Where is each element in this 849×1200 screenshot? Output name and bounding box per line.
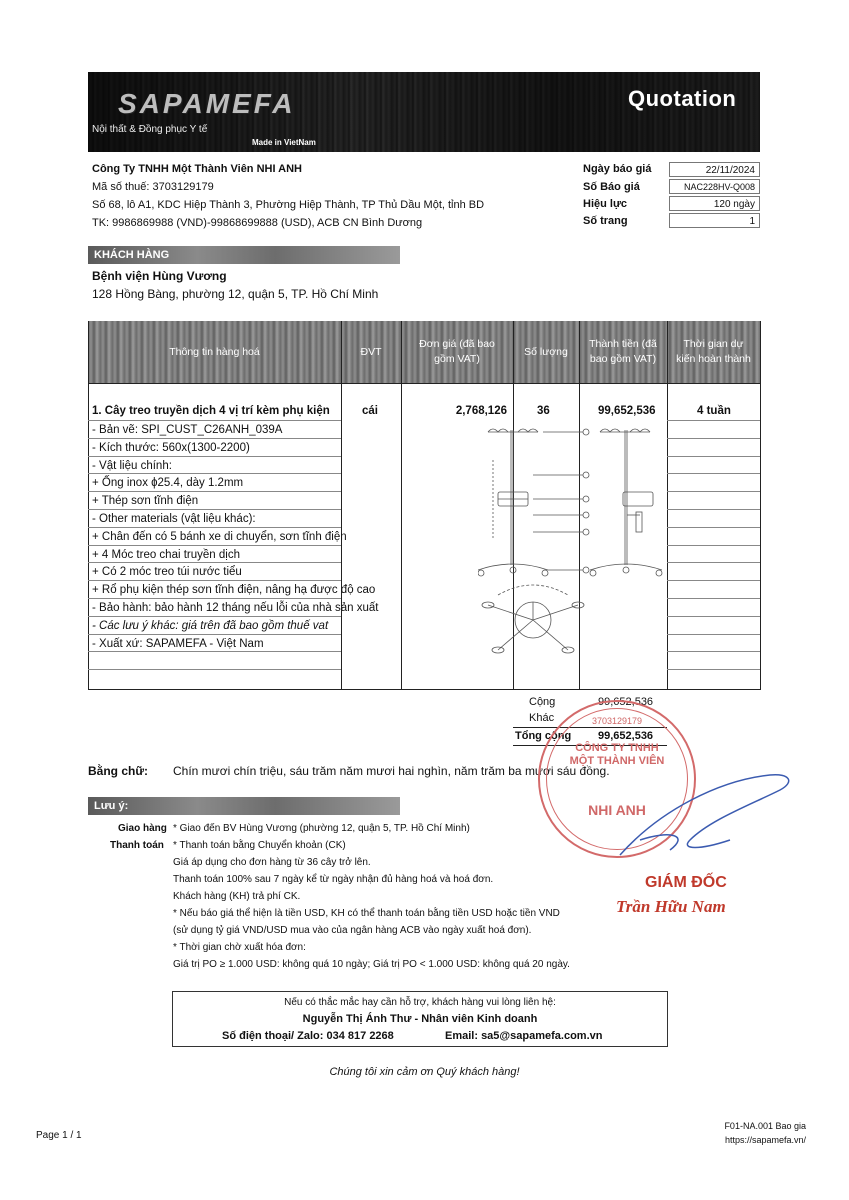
form-code: F01-NA.001 Bao gia [724, 1121, 806, 1131]
grid-line [88, 438, 341, 439]
payment-term-line: * Thời gian chờ xuất hóa đơn: [173, 942, 306, 953]
grid-line [88, 598, 341, 599]
in-words-text: Chín mươi chín triệu, sáu trăm năm mươi hai nghìn, năm trăm ba mươi sáu đồng. [173, 764, 610, 778]
payment-term-line: Thanh toán 100% sau 7 ngày kể từ ngày nhận đủ hàng hoá và hoá đơn. [173, 874, 494, 885]
detail-row: + Chân đến có 5 bánh xe di chuyển, sơn tĩnh điện [92, 530, 347, 543]
payment-term-line: Giá trị PO ≥ 1.000 USD: không quá 10 ngày; Giá trị PO < 1.000 USD: không quá 20 ngày. [173, 959, 570, 970]
payment-term-line: * Thanh toán bằng Chuyển khoản (CK) [173, 840, 346, 851]
grid-line [88, 420, 341, 421]
payment-term-line: (sử dụng tỷ giá VND/USD mua vào của ngân hàng ACB vào ngày xuất hoá đơn). [173, 925, 532, 936]
other-label: Khác [529, 712, 555, 724]
grid-line [667, 527, 760, 528]
grid-line [667, 456, 760, 457]
payment-terms [173, 837, 570, 973]
date-value: 22/11/2024 [669, 162, 760, 177]
thanks-note: Chúng tôi xin cảm ơn Quý khách hàng! [329, 1066, 520, 1078]
detail-row: - Kích thước: 560x(1300-2200) [92, 441, 250, 454]
number-value: NAC228HV-Q008 [669, 179, 760, 194]
grid-line [88, 634, 341, 635]
grid-line [88, 689, 760, 690]
stamp-number: 3703129179 [591, 716, 643, 726]
validity-label: Hiệu lực [583, 198, 628, 210]
detail-row: - Other materials (vật liệu khác): [92, 513, 256, 525]
grid-line [88, 473, 341, 474]
grid-line [760, 321, 761, 690]
grid-line [88, 580, 341, 581]
total-label: Tổng cộng [515, 730, 572, 742]
item-qty: 36 [537, 405, 550, 417]
grid-line [88, 321, 89, 690]
grid-line [88, 383, 760, 384]
grid-line [88, 491, 341, 492]
page-count-value: 1 [669, 213, 760, 228]
item-name: 1. Cây treo truyền dịch 4 vị trí kèm phụ kiện [92, 405, 330, 417]
delivery-label: Giao hàng [118, 823, 167, 834]
customer-address: 128 Hồng Bàng, phường 12, quận 5, TP. Hồ Chí Minh [92, 287, 379, 301]
subtotal-label: Cộng [529, 696, 556, 708]
number-label: Số Báo giá [583, 181, 640, 193]
col-amount-header: Thành tiền (đã bao gồm VAT) [589, 338, 657, 365]
col-info-header: Thông tin hàng hoá [169, 345, 260, 358]
product-drawing [478, 420, 668, 660]
in-words-label: Bằng chữ: [88, 764, 149, 778]
detail-row: - Bảo hành: bảo hành 12 tháng nếu lỗi của nhà sản xuất [92, 602, 379, 614]
payment-label: Thanh toán [110, 840, 164, 851]
company-info [92, 160, 484, 232]
grid-line [667, 598, 760, 599]
detail-row: - Bản vẽ: SPI_CUST_C26ANH_039A [92, 424, 283, 436]
detail-row: + Thép sơn tĩnh điện [92, 495, 199, 508]
grid-line [88, 456, 341, 457]
page-number: Page 1 / 1 [36, 1130, 82, 1141]
made-in-label: Made in VietNam [252, 138, 316, 147]
page-count-label: Số trang [583, 215, 628, 227]
document-title: Quotation [628, 86, 737, 111]
detail-row: - Các lưu ý khác: giá trên đã bao gồm thuế vat [92, 619, 329, 632]
col-unit-header: ĐVT [360, 345, 382, 358]
item-lead: 4 tuần [697, 405, 731, 417]
item-unit: cái [362, 405, 378, 417]
company-tax: Mã số thuế: 3703129179 [92, 181, 214, 193]
total-value: 99,652,536 [598, 730, 654, 742]
grid-line [667, 634, 760, 635]
grid-line [88, 509, 341, 510]
grid-line [88, 651, 341, 652]
signature-name: Trần Hữu Nam [616, 897, 726, 916]
subtotal-value: 99,652,536 [598, 696, 654, 708]
grid-line [667, 420, 760, 421]
customer-section-title: KHÁCH HÀNG [94, 249, 170, 261]
grid-line [341, 321, 342, 690]
detail-row: + Có 2 móc treo túi nước tiểu [92, 566, 242, 579]
col-qty-header: Số lượng [524, 345, 568, 358]
detail-row: + Rổ phụ kiện thép sơn tĩnh điện, nâng hạ được độ cao [92, 584, 376, 597]
grid-line [88, 616, 341, 617]
grid-line [88, 562, 341, 563]
notes-section-title: Lưu ý: [94, 800, 129, 812]
item-amount: 99,652,536 [598, 405, 656, 417]
detail-row: - Xuất xứ: SAPAMEFA - Việt Nam [92, 637, 264, 650]
company-address: Số 68, lô A1, KDC Hiệp Thành 3, Phường Hiệp Thành, TP Thủ Dầu Một, tỉnh BD [92, 199, 485, 211]
contact-phone: Số điện thoại/ Zalo: 034 817 2268 [222, 1030, 394, 1042]
grid-line [88, 669, 341, 670]
signature-ink [600, 770, 810, 880]
grid-line [401, 321, 402, 690]
grid-line [667, 616, 760, 617]
grid-line [667, 491, 760, 492]
grid-line [667, 438, 760, 439]
payment-term-line: * Nếu báo giá thể hiện là tiền USD, KH có thể thanh toán bằng tiền USD hoặc tiền VND [173, 908, 560, 919]
contact-person: Nguyễn Thị Ánh Thư - Nhân viên Kinh doanh [302, 1013, 538, 1025]
notes-section-bar [88, 797, 400, 815]
grid-line [667, 509, 760, 510]
grid-line [88, 527, 341, 528]
grid-line [667, 651, 760, 652]
company-account: TK: 9986869988 (VND)-99868699888 (USD), ACB CN Bình Dương [92, 217, 423, 229]
grid-line [667, 562, 760, 563]
signature-title: GIÁM ĐỐC [645, 874, 727, 891]
customer-section-bar [88, 246, 400, 264]
slogan: Nội thất & Đồng phục Y tế [92, 124, 208, 135]
contact-email[interactable]: Email: sa5@sapamefa.com.vn [445, 1030, 603, 1042]
payment-term-line: Giá áp dụng cho đơn hàng từ 36 cây trở lên. [173, 857, 371, 868]
item-price: 2,768,126 [455, 405, 507, 417]
detail-row: + Ống inox ɸ25.4, dày 1.2mm [92, 477, 244, 490]
grid-line [667, 545, 760, 546]
stamp-company: CÔNG TY TNHH MỘT THÀNH VIÊN [569, 742, 665, 767]
contact-intro: Nếu có thắc mắc hay cần hỗ trợ, khách hàng vui lòng liên hệ: [284, 997, 556, 1008]
website-link[interactable]: https://sapamefa.vn/ [724, 1135, 806, 1145]
validity-value: 120 ngày [669, 196, 760, 211]
grid-line [88, 545, 341, 546]
detail-row: + 4 Móc treo chai truyền dịch [92, 548, 240, 561]
grid-line [667, 580, 760, 581]
grid-line [667, 473, 760, 474]
company-logo: SAPAMEFA [118, 88, 296, 119]
date-label: Ngày báo giá [583, 163, 652, 175]
grid-line [667, 669, 760, 670]
detail-row: - Vật liệu chính: [92, 459, 172, 472]
company-name: Công Ty TNHH Một Thành Viên NHI ANH [92, 163, 303, 175]
col-lead-header: Thời gian dự kiến hoàn thành [676, 338, 751, 365]
col-price-header: Đơn giá (đã bao gồm VAT) [419, 338, 495, 365]
payment-term-line: Khách hàng (KH) trả phí CK. [173, 891, 301, 902]
customer-name: Bệnh viện Hùng Vương [92, 269, 227, 283]
delivery-text: * Giao đến BV Hùng Vương (phường 12, quận 5, TP. Hồ Chí Minh) [173, 823, 470, 834]
stamp-name: NHI ANH [588, 802, 646, 818]
